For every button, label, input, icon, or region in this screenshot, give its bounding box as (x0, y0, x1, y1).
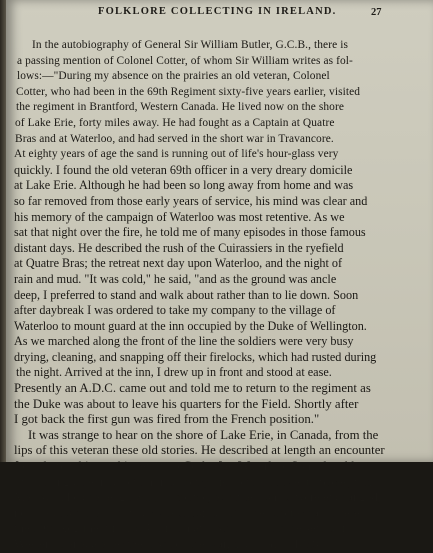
text-line: I got back the first gun was fired from the French position." (14, 412, 320, 427)
text-line: at Quatre Bras; the retreat next day upon Waterloo, and the night of (14, 256, 343, 271)
text-line: quickly. I found the old veteran 69th officer in a very dreary domicile (14, 162, 353, 177)
text-line: his memory of the campaign of Waterloo was most retentive. As we (14, 209, 345, 224)
text-line: forced upon him on his return to Cork after Waterloo. Some local hero (14, 459, 375, 474)
text-line: rain and mud. "It was cold," he said, "and as the ground was ancle (14, 271, 337, 286)
text-line: In the autobiography of General Sir William Butler, G.C.B., there is (32, 39, 349, 51)
text-line: the 69th Regiment in 1804. Like many other officers, he settled in (14, 521, 352, 536)
text-line: Western Canada after the close of the war, and died in 1869. (14, 537, 322, 551)
text-line: Bras and at Waterloo, and had served in the short war in Travancore. (15, 132, 334, 145)
text-line: after daybreak I was ordered to take my company to the village of (14, 303, 336, 318)
body-text (14, 38, 433, 553)
text-line: sat that night over the fire, he told me of many episodes in those famous (14, 225, 366, 240)
text-line: no one was hit, and honour was satisfied. Colonel Cotter had entered (14, 505, 367, 520)
text-line: lips of this veteran these old stories. He described at length an encounter (14, 443, 385, 458)
text-line: Mallow. The challenge was, of course, accepted, shots were exchanged, (14, 490, 382, 505)
text-line: the regiment in Brantford, Western Canada. He lived now on the shore (16, 101, 344, 114)
text-line: At eighty years of age the sand is running out of life's hour-glass very (14, 148, 339, 161)
page-number: 27 (371, 7, 382, 18)
text-line: It was strange to hear on the shore of Lake Erie, in Canada, from the (28, 427, 379, 442)
running-head (6, 6, 433, 24)
text-line: Waterloo to mount guard at the inn occupied by the Duke of Wellington. (14, 318, 367, 333)
running-title: FOLKLORE COLLECTING IN IRELAND. (98, 6, 337, 17)
book-page (6, 0, 433, 551)
text-line: so far removed from those early years of service, his mind was clear and (14, 193, 368, 208)
text-line: a passing mention of Colonel Cotter, of whom Sir William writes as fol- (17, 54, 353, 67)
text-line: the Duke was about to leave his quarters for the Field. Shortly after (14, 396, 359, 411)
text-line: Cotter, who had been in the 69th Regiment sixty-five years earlier, visited (16, 85, 361, 98)
text-line: deep, I preferred to stand and walk about rather than to lie down. Soon (14, 287, 359, 302)
text-line: As we marched along the front of the line the soldiers were very busy (14, 334, 354, 349)
text-line: lows:—"During my absence on the prairies an old veteran, Colonel (17, 70, 330, 83)
text-line: the night. Arrived at the inn, I drew up in front and stood at ease. (16, 365, 332, 380)
text-line: of duelling celebrity determined to try his mettle, at twenty paces, near (14, 474, 377, 489)
text-line: of Lake Erie, forty miles away. He had fought as a Captain at Quatre (15, 116, 335, 129)
text-line: at Lake Erie. Although he had been so long away from home and was (14, 178, 354, 193)
text-line: Presently an A.D.C. came out and told me to return to the regiment as (14, 381, 371, 396)
text-line: distant days. He described the rush of the Cuirassiers in the ryefield (14, 240, 344, 255)
text-line: drying, cleaning, and snapping off their firelocks, which had rusted during (14, 349, 377, 364)
